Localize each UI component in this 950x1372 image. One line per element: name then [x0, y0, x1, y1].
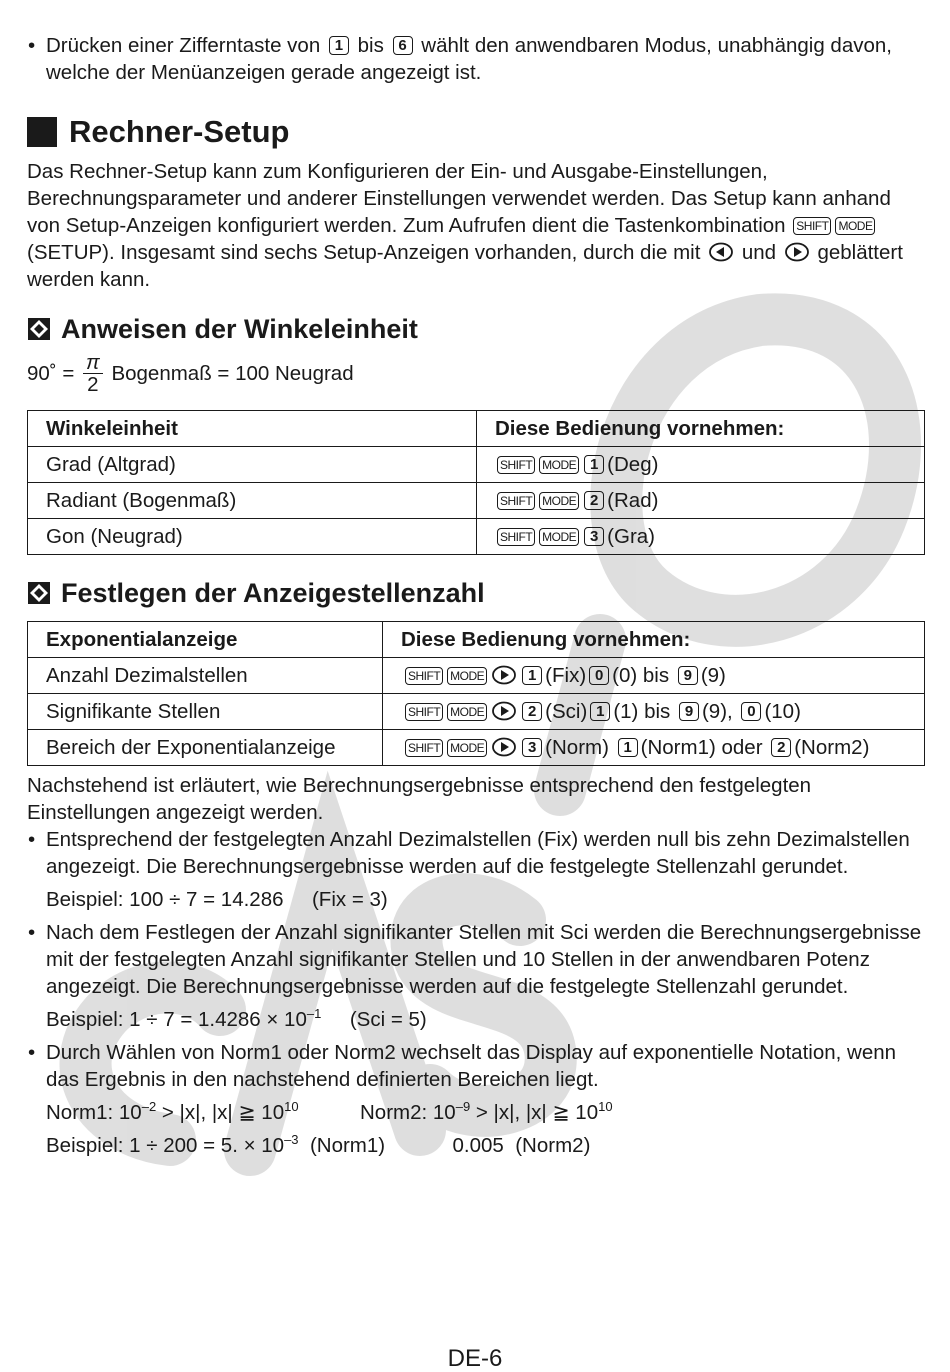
table-row: Bereich der Exponentialanzeige SHIFT MODE 3 (Norm) 1 (Norm1) oder 2 (Norm2): [28, 730, 925, 766]
shift-key-icon: SHIFT: [497, 528, 535, 546]
angle-header-operation: Diese Bedienung vornehmen:: [477, 411, 925, 447]
norm-bullet: • Durch Wählen von Norm1 oder Norm2 wechselt das Display auf exponentielle Notation, wenn das Ergebnis in den nachstehend definierten Bereichen liegt.: [27, 1039, 925, 1093]
right-arrow-key-icon: [492, 737, 516, 757]
table-row: Grad (Altgrad) SHIFT MODE 1 (Deg): [28, 447, 925, 483]
key-2: 2: [584, 491, 604, 510]
fix-example: Beispiel: 100 ÷ 7 = 14.286 (Fix = 3): [46, 888, 388, 911]
explain-paragraph: Nachstehend ist erläutert, wie Berechnungsergebnisse entsprechend den festgelegten Einstellungen angezeigt werden.: [27, 774, 812, 824]
key-1: 1: [522, 666, 542, 685]
display-header-operation: Diese Bedienung vornehmen:: [383, 622, 925, 658]
intro-bullet: • Drücken einer Zifferntaste von 1 bis 6 wählt den anwendbaren Modus, unabhängig davon, welche der Menüanzeigen gerade angezeigt ist.: [27, 32, 925, 86]
table-row: Radiant (Bogenmaß) SHIFT MODE 2 (Rad): [28, 483, 925, 519]
table-row: Signifikante Stellen SHIFT MODE 2 (Sci) 1 (1) bis 9 (9), 0 (10): [28, 694, 925, 730]
mode-key-icon: MODE: [447, 739, 487, 757]
page-content: [27, 32, 925, 1165]
norm-ranges: [46, 1099, 925, 1126]
subsection-title-display: Festlegen der Anzeigestellenzahl: [27, 577, 925, 609]
subsection-title-angle: Anweisen der Winkeleinheit: [27, 313, 925, 345]
key-1: 1: [618, 738, 638, 757]
shift-key-icon: SHIFT: [793, 217, 831, 235]
right-arrow-key-icon: [492, 665, 516, 685]
mode-key-icon: MODE: [539, 528, 579, 546]
angle-unit-table: [27, 410, 925, 555]
setup-paragraph: Das Rechner-Setup kann zum Konfigurieren der Ein- und Ausgabe-Einstellungen, Berechnungsparameter und anderer Einstellungen verwendet werden. Das Setup kann anhand von Setup-Anzeigen konfiguriert werden. Zum Aufrufen dient die Tastenkombination SHIFT MODE(SETUP). Insgesamt sind sechs Setup-Anzeigen vorhanden, durch die mit und geblättert werden kann.: [27, 160, 903, 291]
diamond-bullet-icon: [27, 581, 51, 605]
mode-key-icon: MODE: [539, 492, 579, 510]
shift-key-icon: SHIFT: [405, 667, 443, 685]
display-digits-table: [27, 621, 925, 766]
angle-header-unit: Winkeleinheit: [28, 411, 477, 447]
pi-over-two-fraction: $\frac{\pi}{2}$: [83, 353, 103, 396]
page-number: DE-6: [447, 1345, 503, 1372]
sci-bullet: • Nach dem Festlegen der Anzahl signifikanter Stellen mit Sci werden die Berechnungsergebnisse mit der festgelegten Anzahl signifikanter Stellen und 10 Stellen in der anwendbaren Potenz angezeigt. Die Berechnungsergebnisse werden auf die festgelegte Stellenzahl gerundet.: [27, 919, 925, 1000]
norm2-range: Norm2: $10^{-9} > |x|$, |x| ≧ $10^{10}$: [360, 1099, 613, 1124]
key-3: 3: [584, 527, 604, 546]
square-bullet-icon: [27, 117, 57, 147]
key-6: 6: [393, 36, 413, 55]
mode-key-icon: MODE: [835, 217, 875, 235]
key-0: 0: [741, 702, 761, 721]
key-2: 2: [771, 738, 791, 757]
display-header-mode: Exponentialanzeige: [28, 622, 383, 658]
key-1: 1: [590, 702, 610, 721]
shift-key-icon: SHIFT: [405, 739, 443, 757]
shift-key-icon: SHIFT: [405, 703, 443, 721]
right-arrow-key-icon: [785, 242, 809, 262]
mode-key-icon: MODE: [539, 456, 579, 474]
key-2: 2: [522, 702, 542, 721]
sci-example: Beispiel: $1 \div 7 = 1.4286 \times 10^{-1}$ (Sci = 5): [46, 1006, 427, 1031]
norm1-range: Norm1: $10^{-2} > |x|$, |x| ≧ $10^{10}$: [46, 1099, 299, 1124]
diamond-bullet-icon: [27, 317, 51, 341]
key-9: 9: [678, 666, 698, 685]
key-9: 9: [679, 702, 699, 721]
fix-bullet: • Entsprechend der festgelegten Anzahl Dezimalstellen (Fix) werden null bis zehn Dezimalstellen angezeigt. Die Berechnungsergebnisse werden auf die festgelegte Stellenzahl gerundet.: [27, 826, 925, 880]
mode-key-icon: MODE: [447, 667, 487, 685]
key-3: 3: [522, 738, 542, 757]
key-1: 1: [584, 455, 604, 474]
key-0: 0: [589, 666, 609, 685]
norm-example: Beispiel: 1 ÷ 200 = 5. × $10^{-3}$ (Norm1) 0.005 (Norm2): [46, 1132, 591, 1157]
shift-key-icon: SHIFT: [497, 456, 535, 474]
section-title-setup: Rechner-Setup: [27, 114, 925, 150]
table-row: Anzahl Dezimalstellen SHIFT MODE 1 (Fix) 0 (0) bis 9 (9): [28, 658, 925, 694]
mode-key-icon: MODE: [447, 703, 487, 721]
key-1: 1: [329, 36, 349, 55]
right-arrow-key-icon: [492, 701, 516, 721]
left-arrow-key-icon: [709, 242, 733, 262]
table-row: Gon (Neugrad) SHIFT MODE 3 (Gra): [28, 519, 925, 555]
shift-key-icon: SHIFT: [497, 492, 535, 510]
angle-formula: 90˚ = $\frac{\pi}{2}$ Bogenmaß = 100 Neugrad: [27, 351, 354, 396]
